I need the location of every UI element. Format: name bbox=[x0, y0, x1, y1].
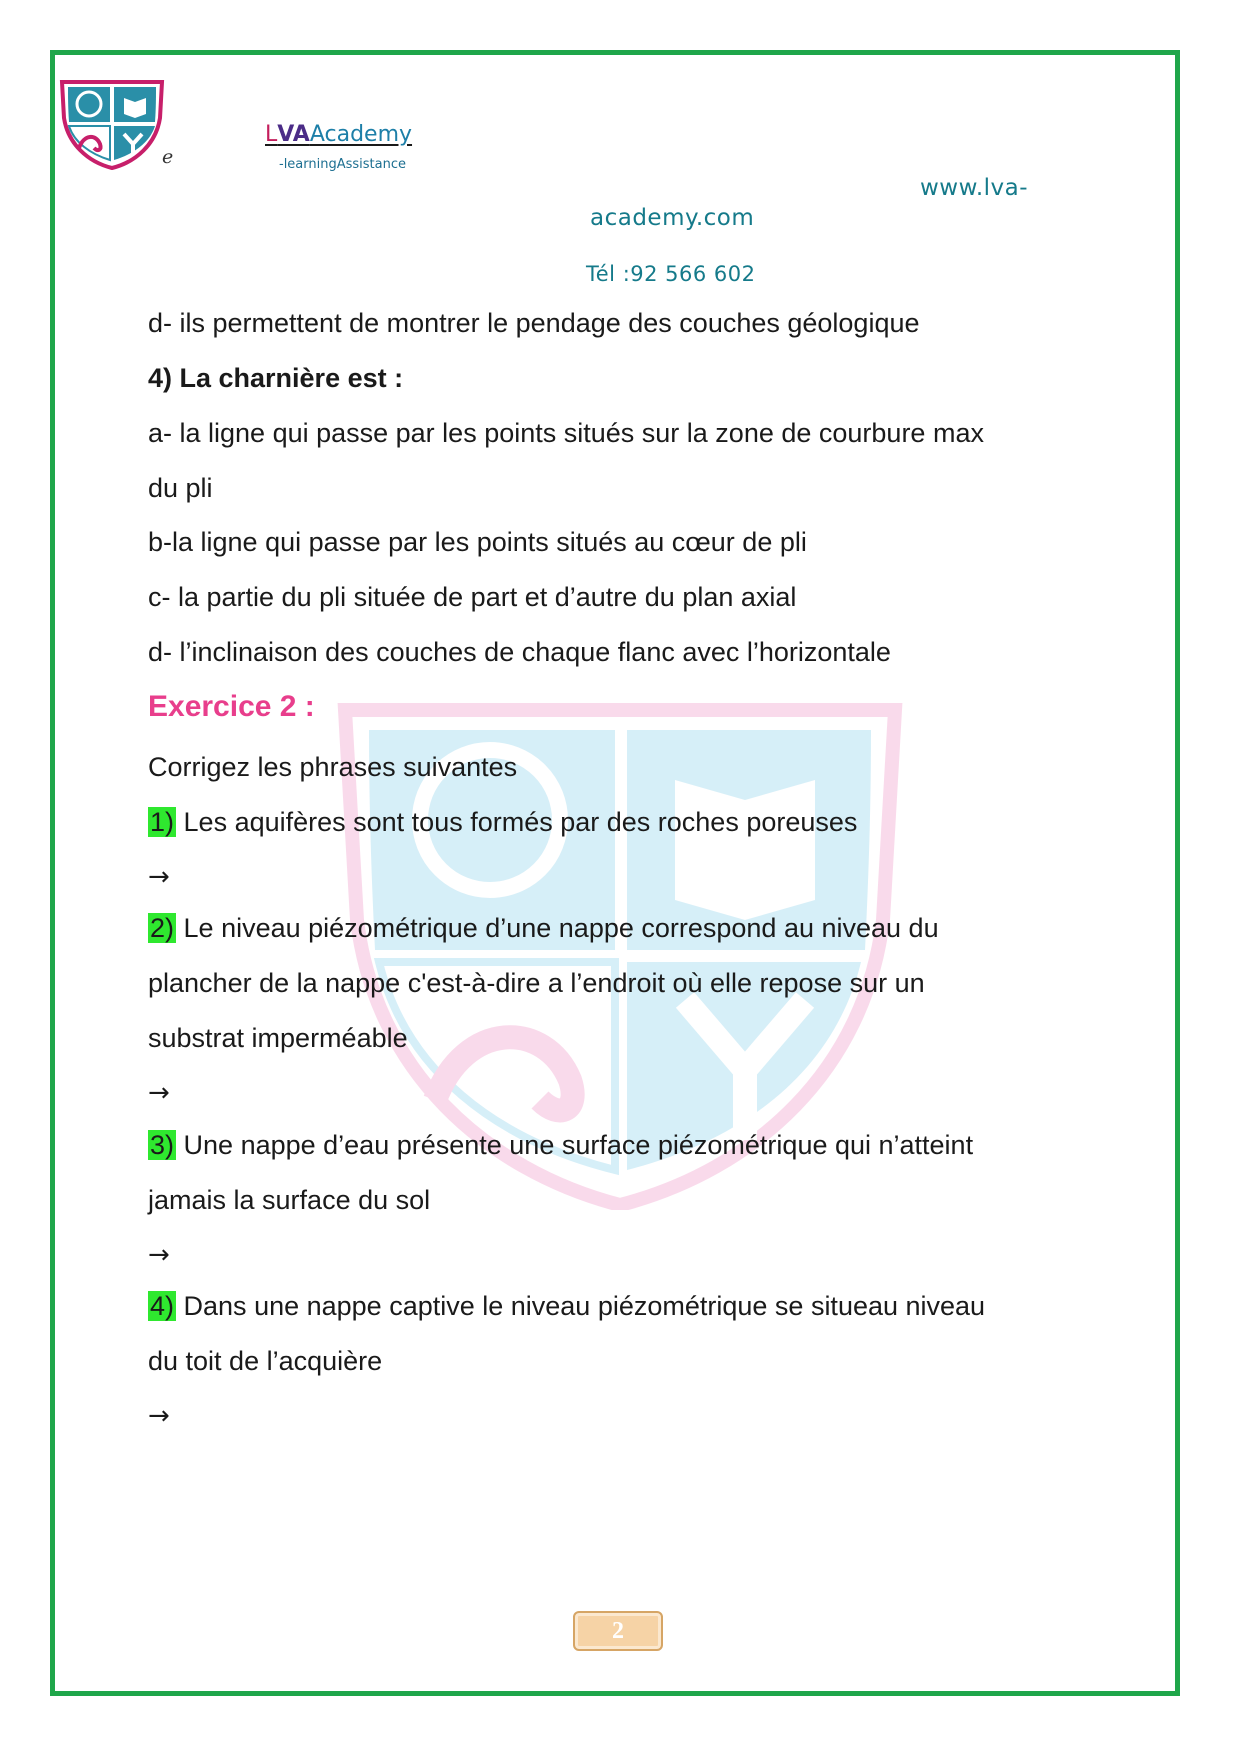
page-number: 2 bbox=[573, 1611, 663, 1651]
item-2-line2: plancher de la nappe c'est-à-dire a l’endroit où elle repose sur un bbox=[148, 968, 925, 998]
item-2-line3: substrat imperméable bbox=[148, 1023, 408, 1053]
item-3 bbox=[148, 1130, 973, 1161]
item-4-number: 4) bbox=[150, 1291, 175, 1321]
brand-name[interactable] bbox=[265, 122, 412, 147]
item-3-line1: Une nappe d’eau présente une surface piézométrique qui n’atteint bbox=[183, 1130, 974, 1160]
exercise2-title: Exercice 2 : bbox=[148, 690, 315, 723]
item-3-number: 3) bbox=[150, 1130, 175, 1160]
lva-academy-logo bbox=[58, 78, 166, 170]
q4-option-a-line2: du pli bbox=[148, 473, 213, 503]
q4-option-b: b-la ligne qui passe par les points situés au cœur de pli bbox=[148, 527, 807, 557]
item-1 bbox=[148, 807, 857, 838]
brand-l: L bbox=[265, 122, 278, 147]
item-2 bbox=[148, 913, 939, 944]
brand-va: VA bbox=[277, 122, 310, 147]
item-4 bbox=[148, 1291, 985, 1322]
item-1-number: 1) bbox=[150, 807, 175, 837]
item-2-line1: Le niveau piézométrique d’une nappe correspond au niveau du bbox=[183, 913, 939, 943]
logo-e-letter: e bbox=[162, 146, 174, 168]
brand-academy: Academy bbox=[309, 122, 413, 147]
item-4-answer-arrow: → bbox=[148, 1401, 170, 1431]
item-3-line2: jamais la surface du sol bbox=[148, 1185, 431, 1215]
item-3-answer-arrow: → bbox=[148, 1240, 170, 1270]
phone-number: Tél :92 566 602 bbox=[586, 262, 756, 286]
brand-subtitle: -learningAssistance bbox=[279, 157, 406, 172]
q4-title: 4) La charnière est : bbox=[148, 363, 404, 393]
q4-option-c: c- la partie du pli située de part et d’autre du plan axial bbox=[148, 582, 797, 612]
item-1-answer-arrow: → bbox=[148, 862, 170, 892]
website-line1[interactable]: www.lva- bbox=[920, 175, 1029, 201]
item-2-answer-arrow: → bbox=[148, 1078, 170, 1108]
q4-option-d: d- l’inclinaison des couches de chaque flanc avec l’horizontale bbox=[148, 637, 891, 667]
q3-option-d: d- ils permettent de montrer le pendage des couches géologique bbox=[148, 308, 920, 338]
item-4-line2: du toit de l’acquière bbox=[148, 1346, 383, 1376]
exercise2-instruction: Corrigez les phrases suivantes bbox=[148, 752, 518, 782]
q4-option-a-line1: a- la ligne qui passe par les points situés sur la zone de courbure max bbox=[148, 418, 984, 448]
item-2-number: 2) bbox=[150, 913, 175, 943]
website-line2[interactable]: academy.com bbox=[590, 205, 755, 231]
item-1-line1: Les aquifères sont tous formés par des roches poreuses bbox=[183, 807, 858, 837]
item-4-line1: Dans une nappe captive le niveau piézométrique se situeau niveau bbox=[183, 1291, 986, 1321]
